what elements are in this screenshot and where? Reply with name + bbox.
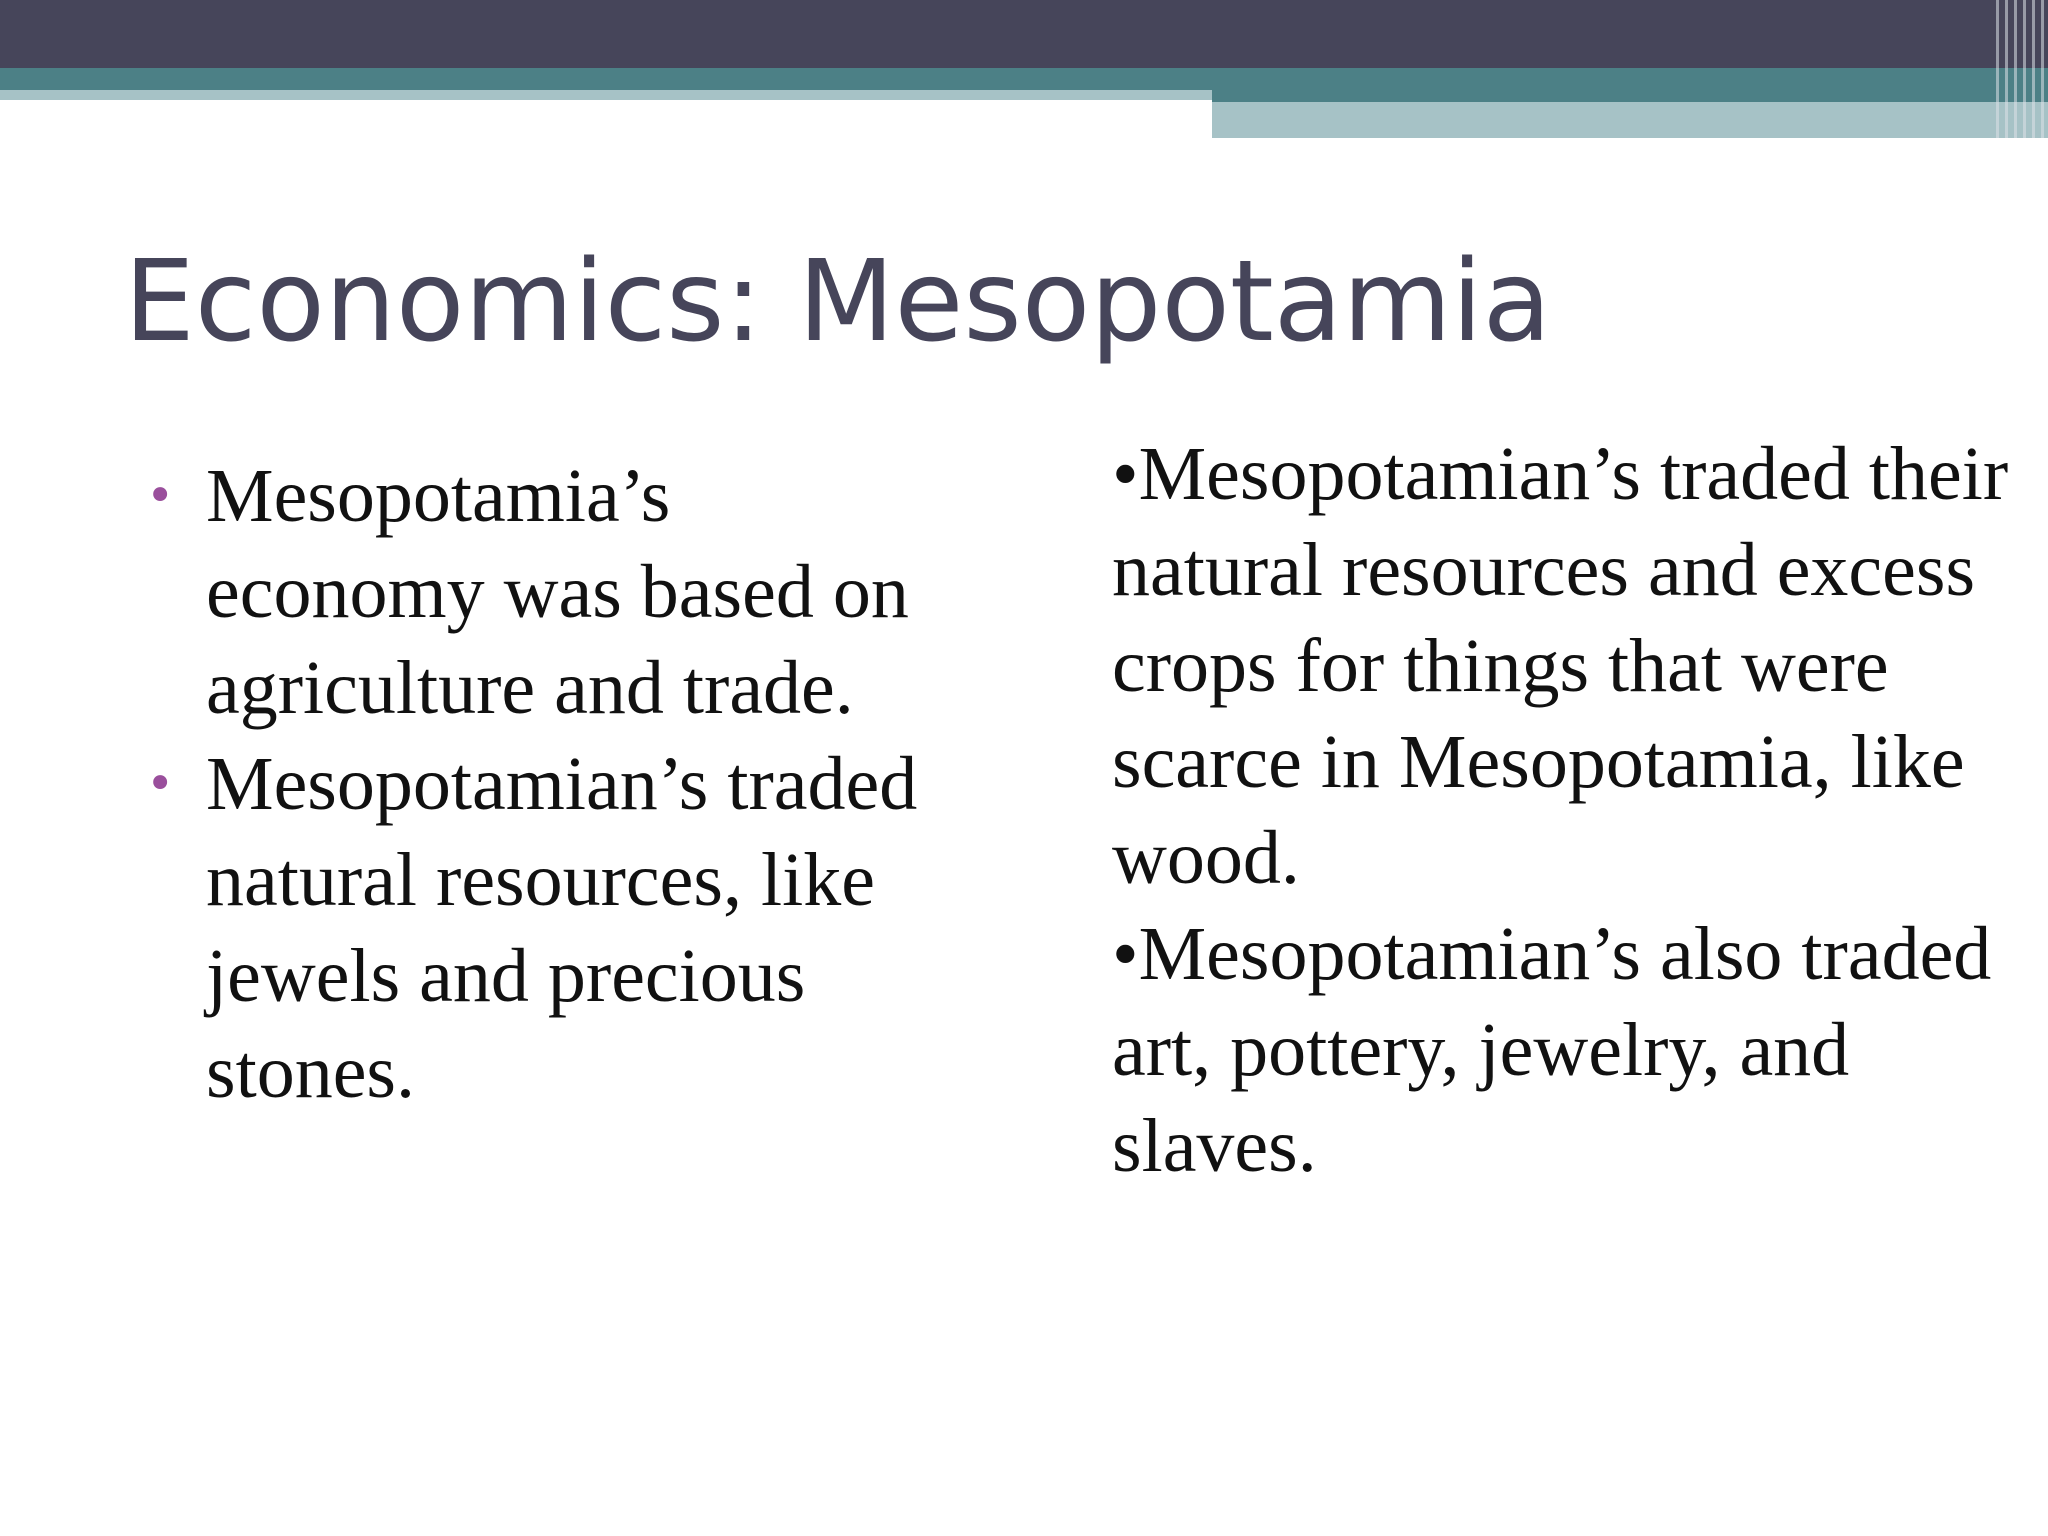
bullet-item <box>140 736 960 1120</box>
bullet-item <box>140 448 960 736</box>
header-band-teal <box>0 68 1212 90</box>
bullet-text: Mesopotamian’s traded natural resources, like jewels and precious stones. <box>206 742 918 1114</box>
header-band-light <box>0 90 1212 100</box>
slide-title: Economics: Mesopotamia <box>124 237 1552 367</box>
header-band-dark <box>0 0 2048 68</box>
right-column <box>1112 426 2012 1194</box>
bullet-text: Mesopotamia’s economy was based on agriculture and trade. <box>206 454 909 730</box>
bullet-dot-icon: • <box>146 468 175 524</box>
right-paragraph: •Mesopotamian’s traded their natural resources and excess crops for things that were scarce in Mesopotamia, like wood. <box>1112 432 2009 900</box>
header-band-light-right <box>1212 102 2048 138</box>
left-column <box>140 448 960 1120</box>
right-paragraph: •Mesopotamian’s also traded art, pottery, jewelry, and slaves. <box>1112 912 1992 1188</box>
header-band-teal-right <box>1212 68 2048 102</box>
header-stripes <box>1990 0 2048 138</box>
bullet-dot-icon: • <box>146 756 175 812</box>
